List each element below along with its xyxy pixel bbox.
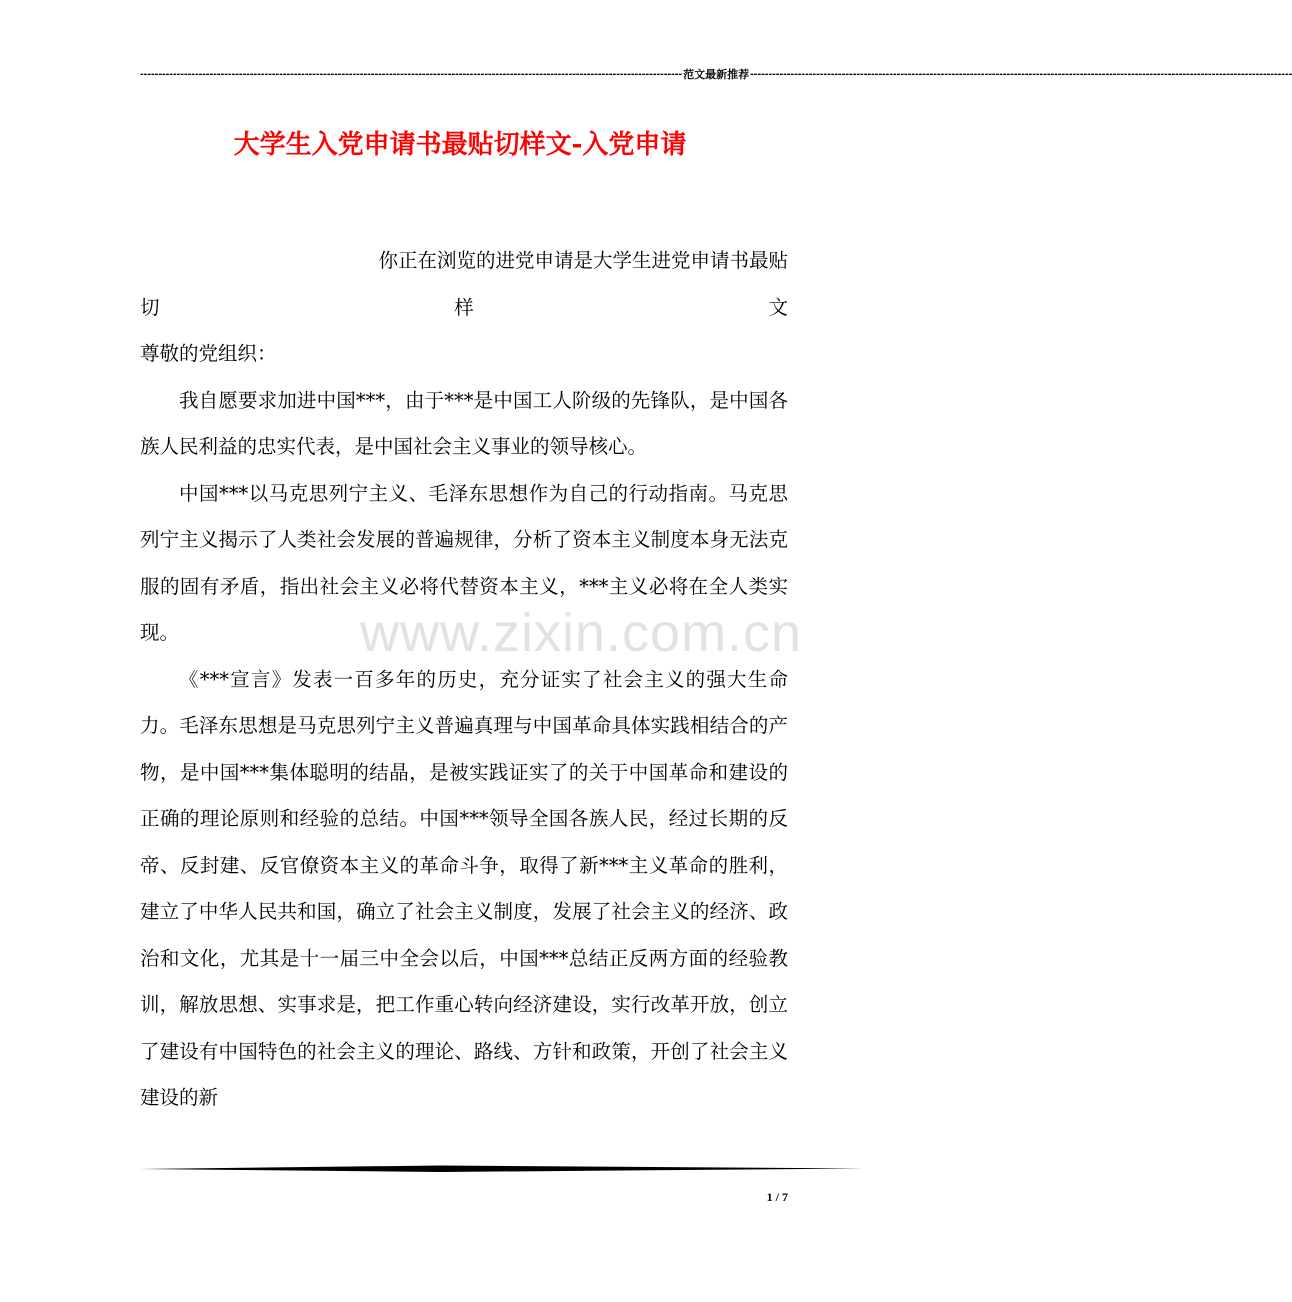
watermark: www.zixin.com.cn bbox=[360, 603, 803, 663]
header-dashes-right: ---------------------------------------------------------------------------------------------------------------------------------------------------- bbox=[750, 68, 1292, 80]
intro-word-1: 切 bbox=[140, 295, 160, 319]
document-body bbox=[140, 238, 788, 1122]
salutation: 尊敬的党组织： bbox=[140, 342, 277, 365]
paragraph-3: 《***宣言》发表一百多年的历史，充分证实了社会主义的强大生命力。毛泽东思想是马克思列宁主义普遍真理与中国革命具体实践相结合的产物，是中国***集体聪明的结晶，是被实践证实了的关于中国革命和建设的正确的理论原则和经验的总结。中国***领导全国各族人民，经过长期的反帝、反封建、反官僚资本主义的革命斗争，取得了新***主义革命的胜利，建立了中华人民共和国，确立了社会主义制度，发展了社会主义的经济、政治和文化，尤其是十一届三中全会以后，中国***总结正反两方面的经验教训，解放思想、实事求是，把工作重心转向经济建设，实行改革开放，创立了建设有中国特色的社会主义的理论、路线、方针和政策，开创了社会主义建设的新 bbox=[140, 667, 788, 1109]
page-number: 1 / 7 bbox=[766, 1190, 788, 1204]
intro-line: 你正在浏览的进党申请是大学生进党申请书最贴 bbox=[378, 249, 788, 272]
paragraph-2: 中国***以马克思列宁主义、毛泽东思想作为自己的行动指南。马克思列宁主义揭示了人类社会发展的普遍规律，分析了资本主义制度本身无法克服的固有矛盾，指出社会主义必将代替资本主义，***主义必将在全人类实现。 bbox=[140, 481, 788, 644]
intro-line-2 bbox=[140, 285, 788, 332]
paragraph-1: 我自愿要求加进中国***，由于***是中国工人阶级的先锋队，是中国各族人民利益的忠实代表，是中国社会主义事业的领导核心。 bbox=[140, 388, 788, 458]
document-title: 大学生入党申请书最贴切样文-入党申请 bbox=[233, 130, 687, 160]
header-dashes-left: ---------------------------------------------------------------------------------------------------------------------------------------------------- bbox=[140, 68, 683, 80]
intro-word-3: 文 bbox=[768, 295, 788, 319]
header-label: 范文最新推荐 bbox=[683, 69, 750, 81]
page-header bbox=[140, 66, 1292, 82]
footer-rule bbox=[140, 1163, 864, 1175]
intro-word-2: 样 bbox=[454, 295, 474, 319]
